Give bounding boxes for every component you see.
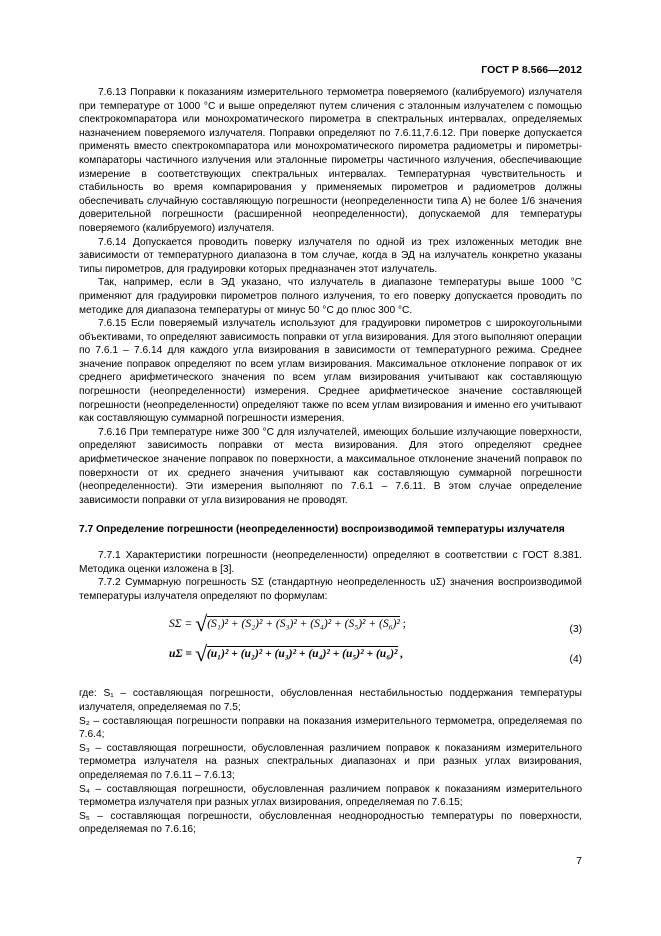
sqrt-icon: √ — [194, 641, 207, 667]
definitions-list — [79, 687, 582, 837]
definition-s2: S₂ – составляющая погрешности поправки на показания измерительного термометра, определяемая по 7.6.4; — [79, 715, 582, 741]
formula-3-body: (S₁)² + (S₂)² + (S₃)² + (S₄)² + (S₅)² + (S₆)² — [207, 618, 400, 631]
paragraph-7-6-13: 7.6.13 Поправки к показаниям измерительного термометра поверяемого (калибруемого) излучателя при температуре от 1000 °С и выше определяют путем сличения с эталонным излучателем с помощью спектрокомпаратора или монохроматического пирометра в спектральных интервалах, определяемых назначением поверяемого излучателя. Поправки определяют по 7.6.11,7.6.12. При поверке допускается применять вместо спектрокомпаратора или монохроматического пирометра радиометры и пирометры-компараторы частичного излучения или эталонные пирометры частичного излучения, обеспечивающие измерение в соответствующих спектральных интервалах. Температурная чувствительность и стабильность во время компарирования у применяемых пирометров и радиометров должны обеспечивать случайную составляющую погрешности (неопределенности типа А) не более 1/6 значения доверительной погрешности (расширенной неопределенности), допускаемой для температуры поверяемого (калибруемого) излучателя. — [79, 87, 582, 234]
formula-4 — [79, 641, 582, 673]
paragraph-7-6-16: 7.6.16 При температуре ниже 300 °С для излучателей, имеющих большие излучающие поверхности, определяют зависимость поправки от места визирования. Для этого определяют среднее арифметическое значение поправок по поверхности, а максимальное отклонение значений поправок по поверхности от их среднего значения учитывают как составляющую суммарной погрешности (неопределенности). Эти измерения выполняют по 7.6.1 – 7.6.11. В этом случае определение зависимости поправки от угла визирования не проводят. — [79, 426, 582, 506]
formula-3-lhs: SΣ = — [169, 618, 193, 631]
formula-3-number: (3) — [569, 624, 582, 636]
page-body — [79, 86, 582, 837]
document-header: ГОСТ Р 8.566—2012 — [481, 64, 582, 76]
paragraph-7-7-1: 7.7.1 Характеристики погрешности (неопределенности) определяют в соответствии с ГОСТ 8.381. Методика оценки изложена в [3]. — [79, 550, 582, 575]
paragraph-7-6-15: 7.6.15 Если поверяемый излучатель используют для градуировки пирометров с широкоугольными объективами, то определяют зависимость поправки от угла визирования. Для этого выполняют операции по 7.6.1 – 7.6.14 для каждого угла визирования в зависимости от температурного режима. Среднее значение поправок определяют по всем углам визирования. Максимальное отклонение поправок от их среднего арифметического значения по всем углам визирования учитывают как составляющую погрешности (неопределенности) измерения. Среднее арифметическое значение составляющей погрешности (неопределенности) определяют также по всем углам визирования и именно его учитывают как составляющую суммарной погрешности измерения. — [79, 318, 582, 425]
formula-3-tail: ; — [402, 618, 406, 631]
paragraph-7-7-2: 7.7.2 Суммарную погрешность SΣ (стандартную неопределенность uΣ) значения воспроизводимой температуры излучателя определяют по формулам: — [79, 577, 582, 602]
section-heading-7-7: 7.7 Определение погрешности (неопределенности) воспроизводимой температуры излучателя — [79, 524, 565, 536]
definition-s3: S₃ – составляющая погрешности, обусловленная различием поправок к показаниям измерительного термометра излучателя на разных спектральных диапазонах и при разных углах визирования, определяемая по 7.6.11 – 7.6.13; — [79, 742, 582, 781]
definition-s1: где: S₁ – составляющая погрешности, обусловленная нестабильностью поддержания температуры излучателя, определяемая по 7.5; — [79, 688, 582, 713]
formula-4-tail: , — [400, 648, 404, 661]
definition-s4: S₄ – составляющая погрешности, обусловленная различием поправок к показаниям измерительного термометра излучателя при разных углах визирования, определяемая по 7.6.15; — [79, 783, 582, 809]
formula-4-lhs: uΣ = — [169, 648, 192, 661]
sqrt-icon: √ — [195, 611, 208, 637]
formula-3 — [79, 611, 582, 643]
paragraph-example: Так, например, если в ЭД указано, что излучатель в диапазоне температуры выше 1000 °С применяют для градуировки пирометров полного излучения, то его поверку допускается проводить по методике для диапазона температуры от минус 50 °С до плюс 300 °С. — [79, 277, 582, 316]
paragraph-7-6-14: 7.6.14 Допускается проводить поверку излучателя по одной из трех изложенных методик вне зависимости от температурного диапазона в том случае, когда в ЭД на излучатель конкретно указаны типы пирометров, для градуировки которых предназначен этот излучатель. — [79, 236, 582, 275]
formula-4-number: (4) — [569, 654, 582, 666]
page-number: 7 — [576, 855, 582, 867]
definition-s5: S₅ – составляющая погрешности, обусловленная неоднородностью температуры по поверхности, определяемая по 7.6.16; — [79, 810, 582, 836]
formula-4-body: (u₁)² + (u₂)² + (u₃)² + (u₄)² + (u₅)² + (u₆)² — [206, 648, 398, 661]
